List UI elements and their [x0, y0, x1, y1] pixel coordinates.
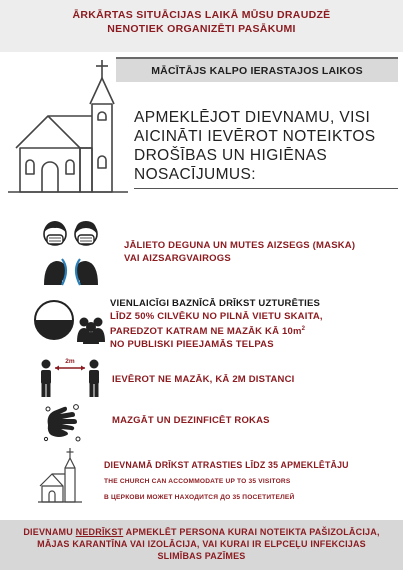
top-notice-line-1: ĀRKĀRTAS SITUĀCIJAS LAIKĀ MŪSU DRAUDZĒ: [72, 9, 331, 21]
safety-headline: [134, 108, 396, 184]
distance-icon-label: 2m: [65, 358, 75, 365]
mask-rule-text: [124, 240, 394, 265]
footer-line-2: MĀJAS KARANTĪNA VAI IZOLĀCIJA, VAI KURAI IR ELPCEĻU INFEKCIJAS: [37, 539, 366, 549]
headline-line-3: DROŠĪBAS UN HIGIĒNAS: [134, 147, 328, 164]
service-times-banner: MĀCĪTĀJS KALPO IERASTAJOS LAIKOS: [116, 57, 398, 82]
top-notice-line-2: NENOTIEK ORGANIZĒTI PASĀKUMI: [107, 23, 296, 35]
headline-line-1: APMEKLĒJOT DIEVNAMU, VISI: [134, 109, 371, 126]
headline-line-4: NOSACĪJUMUS:: [134, 166, 256, 183]
face-shield-icon: [40, 255, 102, 287]
small-church-icon: [38, 446, 82, 504]
people-group-icon: [77, 318, 105, 345]
top-notice-banner: [0, 0, 403, 52]
visitors-rule-ru: В ЦЕРКОВИ МОЖЕТ НАХОДИТСЯ ДО 35 ПОСЕТИТЕЛЕЙ: [104, 494, 295, 501]
visitors-rule-en: THE CHURCH CAN ACCOMMODATE UP TO 35 VISITORS: [104, 478, 291, 485]
hand-wash-icon: [42, 403, 82, 445]
footer-warning: [0, 520, 403, 570]
footer-line-1: DIEVNAMU NEDRĪKST APMEKLĒT PERSONA KURAI NOTEIKTA PAŠIZOLĀCIJA,: [23, 527, 380, 537]
capacity-rule-line-1: VIENLAICĪGI BAZNĪCĀ DRĪKST UZTURĒTIES: [110, 298, 321, 309]
footer-line-3: SLIMĪBAS PAZĪMES: [157, 551, 246, 561]
distance-2m-icon: [38, 354, 102, 398]
visitors-rule-lv: DIEVNAMĀ DRĪKST ATRASTIES LĪDZ 35 APMEKLĒTĀJU: [104, 460, 349, 470]
hands-rule-text: MAZGĀT UN DEZINFICĒT ROKAS: [112, 415, 270, 426]
capacity-pie-icon: [32, 298, 108, 344]
capacity-rule-text: [110, 298, 396, 351]
distance-rule-text: IEVĒROT NE MAZĀK, KĀ 2M DISTANCI: [112, 374, 295, 385]
capacity-rule-line-4: NO PUBLISKI PIEEJAMĀS TELPAS: [110, 338, 274, 350]
headline-divider: [134, 188, 398, 189]
footer-emphasis: NEDRĪKST: [75, 527, 124, 537]
capacity-rule-line-2: LĪDZ 50% CILVĒKU NO PILNĀ VIETU SKAITA,: [110, 310, 323, 322]
church-outline-icon: [8, 56, 128, 196]
capacity-rule-line-3: PAREDZOT KATRAM NE MAZĀK KĀ $10m^2$: [110, 326, 306, 338]
mask-rule-line-1: JĀLIETO DEGUNA UN MUTES AIZSEGS (MASKA): [124, 240, 356, 251]
mask-rule-line-2: VAI AIZSARGVAIROGS: [124, 252, 231, 264]
headline-line-2: AICINĀTI IEVĒROT NOTEIKTOS: [134, 128, 376, 145]
